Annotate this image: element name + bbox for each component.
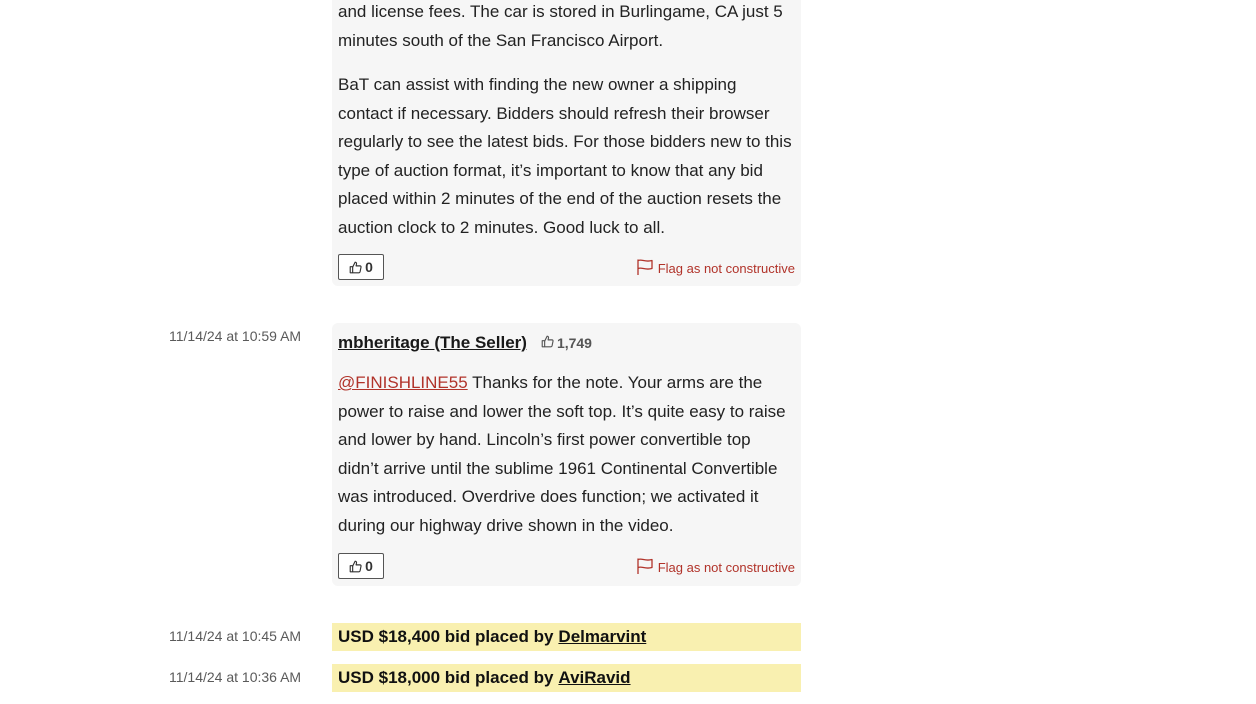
author-likes-value: 1,749 (556, 335, 592, 351)
bid-timestamp: 11/14/24 at 10:45 AM (169, 628, 302, 644)
thumbs-up-icon (541, 335, 554, 351)
comment-footer (338, 254, 795, 280)
bidder-link[interactable]: AviRavid (558, 668, 631, 687)
bid-notice (332, 623, 801, 651)
thumbs-up-icon (349, 560, 362, 573)
flag-label: Flag as not constructive (657, 261, 795, 276)
author-like-count (541, 335, 592, 351)
bid-notice (332, 664, 801, 692)
like-count: 0 (365, 558, 373, 574)
author-link[interactable]: mbheritage (The Seller) (338, 333, 527, 352)
comment-timestamp: 11/14/24 at 10:59 AM (169, 328, 302, 344)
thumbs-up-icon (349, 261, 362, 274)
mention-link[interactable]: @FINISHLINE55 (338, 373, 468, 392)
bid-text: USD $18,400 bid placed by (338, 627, 554, 646)
bid-timestamp: 11/14/24 at 10:36 AM (169, 669, 302, 685)
comment-card (332, 323, 801, 586)
like-count: 0 (365, 259, 373, 275)
flag-icon (636, 258, 654, 279)
flag-label: Flag as not constructive (657, 560, 795, 575)
flag-button[interactable] (636, 557, 795, 578)
flag-button[interactable] (636, 258, 795, 279)
comment-paragraph (338, 369, 795, 540)
comment-body: Thanks for the note. Your arms are the power to raise and lower the soft top. It’s quite easy to raise and lower by hand. Lincoln’s first power convertible top didn’t arrive until the sublime 1961 Continental Convertible was introduced. Overdrive does function; we activated it during our highway drive shown in the video. (338, 373, 786, 535)
comment-paragraph: and license fees. The car is stored in Burlingame, CA just 5 minutes south of the San Francisco Airport. (338, 2, 783, 50)
comment-author-row (338, 323, 795, 363)
like-button[interactable] (338, 553, 384, 579)
comment-footer (338, 553, 795, 579)
bidder-link[interactable]: Delmarvint (558, 627, 647, 646)
like-button[interactable] (338, 254, 384, 280)
comment-card (332, 0, 801, 286)
bid-text: USD $18,000 bid placed by (338, 668, 554, 687)
flag-icon (636, 557, 654, 578)
comment-paragraph: BaT can assist with finding the new owner a shipping contact if necessary. Bidders should refresh their browser regularly to see the latest bids. For those bidders new to this type of auction format, it’s important to know that any bid placed within 2 minutes of the end of the auction resets the auction clock to 2 minutes. Good luck to all. (338, 75, 792, 237)
